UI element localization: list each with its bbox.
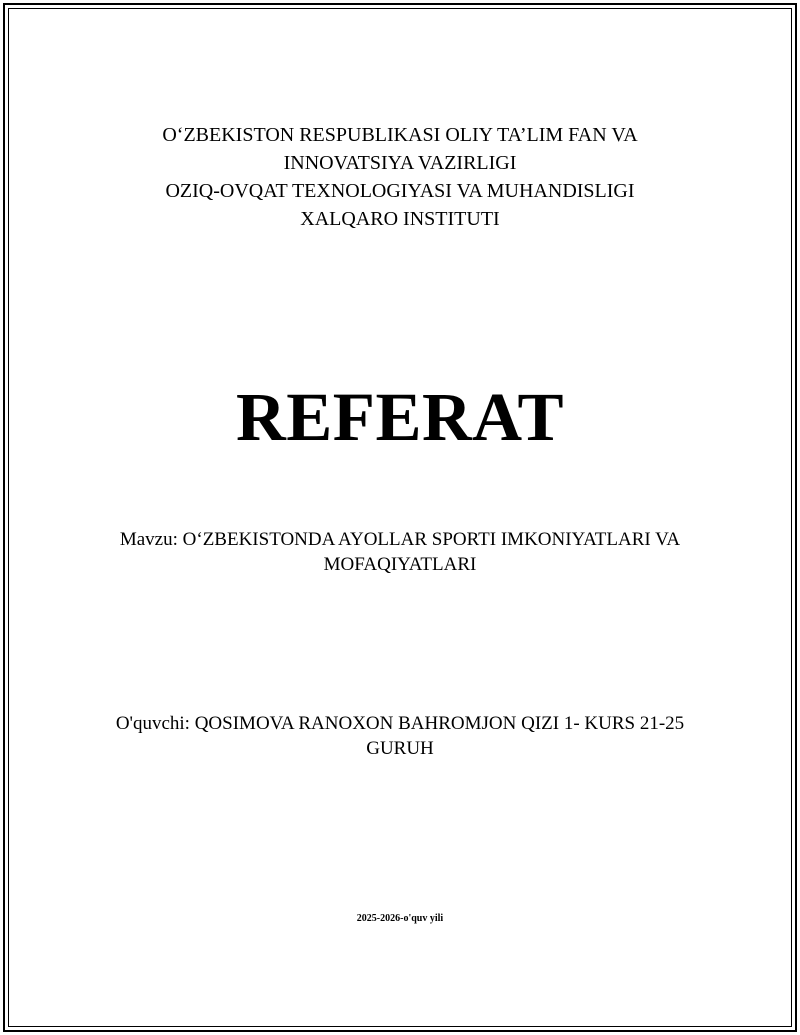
student-block	[60, 711, 740, 761]
topic-block	[60, 527, 740, 577]
topic-line: Mavzu: O‘ZBEKISTONDA AYOLLAR SPORTI IMKONIYATLARI VA	[119, 529, 681, 550]
academic-year: 2025-2026-o'quv yili	[356, 913, 444, 924]
institution-line: OZIQ-OVQAT TEXNOLOGIYASI VA MUHANDISLIGI	[165, 180, 635, 202]
institution-line: XALQARO INSTITUTI	[300, 208, 500, 230]
student-line: GURUH	[366, 738, 434, 759]
document-title: REFERAT	[235, 379, 565, 455]
student-line: O'quvchi: QOSIMOVA RANOXON BAHROMJON QIZI 1- KURS 21-25	[115, 713, 685, 734]
institution-heading	[60, 121, 740, 233]
topic-line: MOFAQIYATLARI	[323, 554, 477, 575]
institution-line: INNOVATSIYA VAZIRLIGI	[283, 152, 517, 174]
institution-line: O‘ZBEKISTON RESPUBLIKASI OLIY TA’LIM FAN VA	[162, 124, 638, 146]
